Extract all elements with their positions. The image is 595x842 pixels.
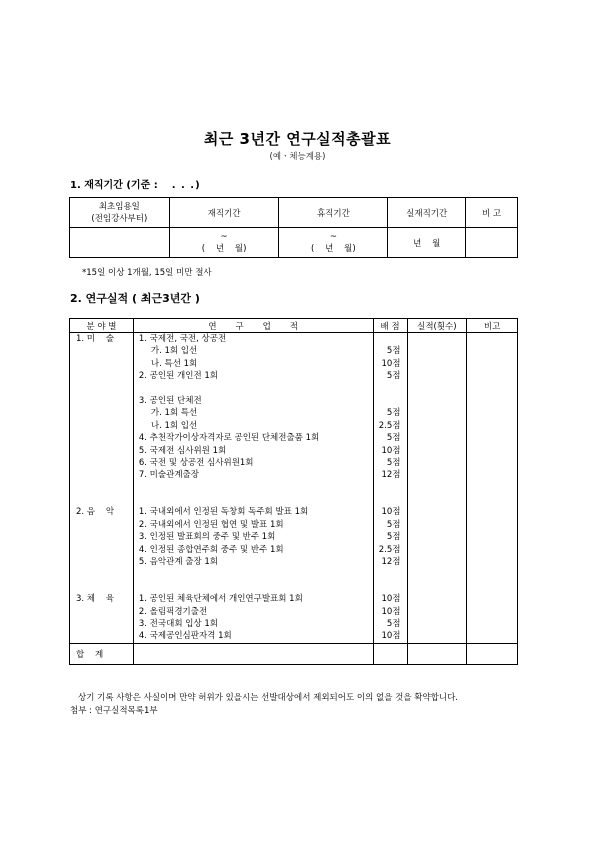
page-title: 최근 3년간 연구실적총괄표 <box>203 130 392 148</box>
achievement-item: 3. 공인된 단체전 <box>138 395 202 406</box>
achievement-points <box>374 494 407 506</box>
achievement-item: 4. 추천작가이상자격자로 공인된 단체전출품 1회 <box>138 433 320 444</box>
achievement-item: 가. 1회 특선 <box>150 408 198 419</box>
category-spacer <box>70 358 133 370</box>
category-spacer <box>70 606 133 618</box>
category-spacer <box>70 420 133 432</box>
achievement-points <box>374 383 407 395</box>
achievement-item: 5. 음악관계 출장 1회 <box>138 557 218 568</box>
category-spacer <box>70 407 133 419</box>
achievement-item: 4. 국제공인심판자격 1회 <box>138 631 232 642</box>
header-first-appointment: 최초임용일 (전임강사부터) <box>70 198 170 228</box>
achievement-item: 나. 1회 입선 <box>150 420 198 431</box>
category-spacer <box>70 630 133 642</box>
total-count-cell[interactable] <box>407 643 467 664</box>
actual-period-cell[interactable] <box>388 228 466 258</box>
category-spacer <box>70 457 133 469</box>
category-label: 1. 미 술 <box>76 334 115 344</box>
achievement-points <box>374 395 407 407</box>
section1-heading-label: 1. 재직기간 (기준 : <box>70 180 158 191</box>
footer-statement: 상기 기록 사항은 사실이며 만약 허위가 있을시는 선발대상에서 제외되어도 이의 없을 것을 확약합니다. <box>78 693 458 703</box>
achievement-item: 1. 공인된 체육단체에서 개인연구발표회 1회 <box>138 594 303 605</box>
achievement-points: 2.5점 <box>378 544 401 555</box>
achievement-item: 6. 국전 및 상공전 심사위원1회 <box>138 457 254 468</box>
achievement-points <box>374 482 407 494</box>
category-spacer <box>70 432 133 444</box>
section1-heading-date: . . .) <box>171 180 201 191</box>
achievement-item: 4. 인정된 종합연주회 중주 및 반주 1회 <box>138 544 284 555</box>
footer <box>70 692 525 718</box>
category-spacer <box>70 494 133 506</box>
header-count: 실적(횟수) <box>407 319 467 333</box>
achievement-points: 12점 <box>381 470 401 481</box>
achievement-points: 5점 <box>386 408 401 419</box>
achievement-item: 가. 1회 입선 <box>150 346 198 357</box>
achievement-item <box>134 482 373 494</box>
research-achievement-table <box>69 318 518 665</box>
achievement-item <box>134 568 373 580</box>
achievement-item <box>134 383 373 395</box>
category-spacer <box>70 618 133 630</box>
achievement-points: 5점 <box>386 433 401 444</box>
total-remarks-cell[interactable] <box>467 643 518 664</box>
achievement-points: 10점 <box>381 631 401 642</box>
achievement-item: 1. 국내외에서 인정된 독창회 독주회 발표 1회 <box>138 507 309 518</box>
achievement-item: 5. 국제전 심사위원 1회 <box>138 445 227 456</box>
achievement-item: 2. 공인된 개인전 1회 <box>138 371 218 382</box>
achievement-item: 나. 특선 1회 <box>150 358 198 369</box>
header-points: 배 점 <box>373 319 407 333</box>
actual-period-value: 년 월 <box>413 238 441 249</box>
achievement-item <box>134 581 373 593</box>
achievement-item <box>134 494 373 506</box>
leave-period-tilde: ~ <box>329 231 337 242</box>
header-leave-period: 휴직기간 <box>279 198 388 228</box>
achievement-points: 5점 <box>386 532 401 543</box>
header-field: 분 야 별 <box>70 319 134 333</box>
achievement-points: 2.5점 <box>378 420 401 431</box>
category-spacer <box>70 370 133 382</box>
achievement-points: 5점 <box>386 519 401 530</box>
achievement-points: 10점 <box>381 445 401 456</box>
header-employment-period: 재직기간 <box>169 198 279 228</box>
achievement-points: 5점 <box>386 457 401 468</box>
header-achievements: 연 구 업 적 <box>133 319 373 333</box>
achievement-points <box>374 568 407 580</box>
category-spacer <box>70 531 133 543</box>
category-spacer <box>70 482 133 494</box>
category-spacer <box>70 395 133 407</box>
category-spacer <box>70 556 133 568</box>
achievement-item: 7. 미술관계출장 <box>138 470 199 481</box>
achievement-points: 10점 <box>381 358 401 369</box>
achievement-points <box>374 581 407 593</box>
header-remarks: 비고 <box>467 319 518 333</box>
section2-heading: 2. 연구실적 ( 최근3년간 ) <box>70 292 200 305</box>
achievement-item: 1. 국제전, 국전, 상공전 <box>138 334 227 344</box>
employment-period-cell[interactable] <box>169 228 279 258</box>
achievement-points <box>374 333 407 345</box>
category-spacer <box>70 519 133 531</box>
category-spacer <box>70 581 133 593</box>
achievement-item: 3. 전국대회 입상 1회 <box>138 618 218 629</box>
section1-heading <box>70 176 201 191</box>
category-label: 3. 체 육 <box>76 594 115 605</box>
achievement-item: 3. 인정된 발표회의 중주 및 반주 1회 <box>138 532 276 543</box>
achievement-points: 10점 <box>381 594 401 605</box>
category-spacer <box>70 383 133 395</box>
achievement-points: 10점 <box>381 606 401 617</box>
remarks-column[interactable] <box>467 333 518 644</box>
first-appointment-cell[interactable] <box>70 228 170 258</box>
employment-period-tilde: ~ <box>220 231 228 242</box>
total-label: 합 계 <box>70 643 134 664</box>
remarks-cell[interactable] <box>466 228 518 258</box>
category-spacer <box>70 469 133 481</box>
footer-attachment: 첨부 : 연구실적목록1부 <box>70 706 158 716</box>
employment-period-table <box>69 197 518 258</box>
achievement-item: 2. 올림픽경기출전 <box>138 606 208 617</box>
category-spacer <box>70 345 133 357</box>
employment-period-duration: ( 년 월) <box>201 243 247 254</box>
page-subtitle: (예ㆍ체능계용) <box>269 152 326 162</box>
header-actual-period: 실재직기간 <box>388 198 466 228</box>
achievement-item: 2. 국내외에서 인정된 협연 및 발표 1회 <box>138 519 284 530</box>
total-items-cell <box>133 643 373 664</box>
category-label: 2. 음 악 <box>76 507 115 518</box>
rounding-note: *15일 이상 1개월, 15일 미만 절사 <box>82 268 212 278</box>
header-remarks: 비 고 <box>466 198 518 228</box>
leave-period-duration: ( 년 월) <box>311 243 356 254</box>
achievement-points: 5점 <box>386 346 401 357</box>
achievement-items-column <box>133 333 373 644</box>
achievement-points: 5점 <box>386 371 401 382</box>
leave-period-cell[interactable] <box>279 228 388 258</box>
category-column <box>70 333 134 644</box>
achievement-points: 12점 <box>381 557 401 568</box>
achievement-points: 10점 <box>381 507 401 518</box>
total-points-cell <box>373 643 407 664</box>
points-column <box>373 333 407 644</box>
category-spacer <box>70 568 133 580</box>
category-spacer <box>70 544 133 556</box>
category-spacer <box>70 445 133 457</box>
achievement-points: 5점 <box>386 618 401 629</box>
count-column[interactable] <box>407 333 467 644</box>
